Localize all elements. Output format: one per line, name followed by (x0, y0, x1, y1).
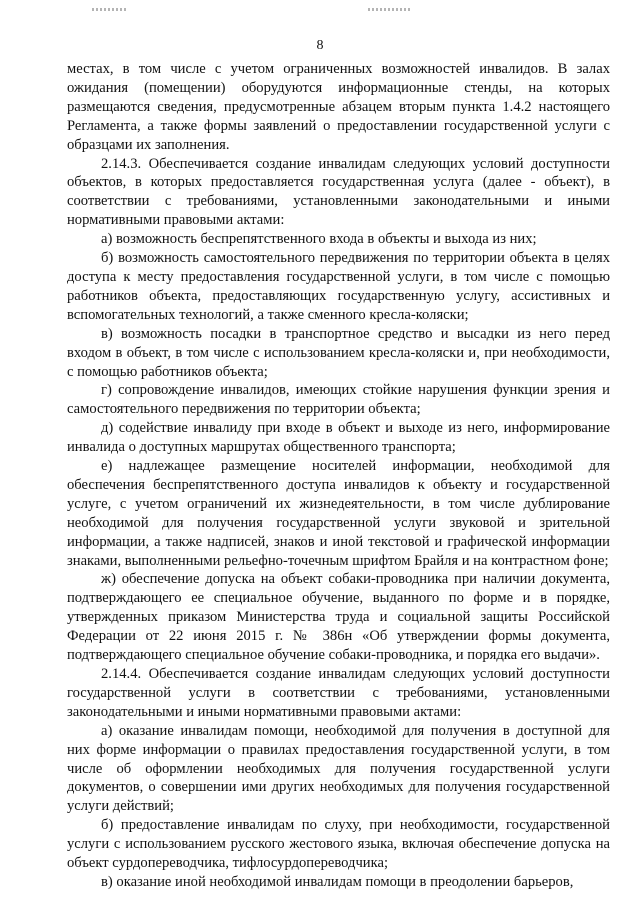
paragraph: а) оказание инвалидам помощи, необходимой для получения в доступной для них форме информации о правилах предоставления государственной услуги, в том числе об оформлении необходимых для получения государственной услуги документов, о совершении ими других необходимых для получения государственной услуги действий; (67, 722, 610, 815)
paragraph: 2.14.4. Обеспечивается создание инвалидам следующих условий доступности государственной услуги в соответствии с требованиями, установленными законодательными и иными нормативными правовыми актами: (67, 666, 610, 720)
paragraph: ж) обеспечение допуска на объект собаки-проводника при наличии документа, подтверждающего ее специальное обучение, выданного по форме и в порядке, утвержденных приказом Министерства труда и социальной защиты Российской Федерации от 22 июня 2015 г. № 386н «Об утверждении формы документа, подтверждающего специальное обучение собаки-проводника, и порядка его выдачи». (67, 571, 610, 664)
document-body (67, 60, 610, 892)
paragraph: е) надлежащее размещение носителей информации, необходимой для обеспечения беспрепятственного доступа инвалидов к объекту и государственной услуге, с учетом ограничений их жизнедеятельности, в том числе дублирование необходимой для получения государственной услуги звуковой и зрительной информации, а также надписей, знаков и иной текстовой и графической информации знаками, выполненными рельефно-точечным шрифтом Брайля и на контрастном фоне; (67, 458, 610, 569)
page-number: 8 (316, 38, 324, 53)
paragraph: г) сопровождение инвалидов, имеющих стойкие нарушения функции зрения и самостоятельного передвижения по территории объекта; (67, 382, 610, 418)
paragraph: в) оказание иной необходимой инвалидам помощи в преодолении барьеров, (101, 873, 574, 890)
paragraph: в) возможность посадки в транспортное средство и высадки из него перед входом в объект, в том числе с использованием кресла-коляски и, при необходимости, с помощью работников объекта; (67, 325, 610, 380)
paragraph: д) содействие инвалиду при входе в объект и выходе из него, информирование инвалида о доступных маршрутах общественного транспорта; (67, 420, 610, 456)
paragraph: а) возможность беспрепятственного входа в объекты и выхода из них; (101, 231, 537, 248)
scan-artifact (368, 8, 410, 11)
paragraph: б) предоставление инвалидам по слуху, при необходимости, государственной услуги с использованием русского жестового языка, включая обеспечение допуска на объект сурдопереводчика, тифлосурдопереводчика; (67, 817, 610, 872)
paragraph: 2.14.3. Обеспечивается создание инвалидам следующих условий доступности объектов, в которых предоставляется государственная услуга (далее - объект), в соответствии с требованиями, установленными законодательными и иными нормативными правовыми актами: (67, 155, 610, 229)
paragraph: местах, в том числе с учетом ограниченных возможностей инвалидов. В залах ожидания (помещении) оборудуются информационные стенды, на которых размещаются сведения, предусмотренные абзацем вторым пункта 1.4.2 настоящего Регламента, а также формы заявлений о предоставлении государственной услуги с образцами их заполнения. (67, 61, 610, 153)
scan-artifact (92, 8, 128, 11)
paragraph: б) возможность самостоятельного передвижения по территории объекта в целях доступа к месту предоставления государственной услуги, в том числе с помощью работников объекта, предоставляющих государственную услугу, ассистивных и вспомогательных технологий, а также сменного кресла-коляски; (67, 250, 610, 323)
